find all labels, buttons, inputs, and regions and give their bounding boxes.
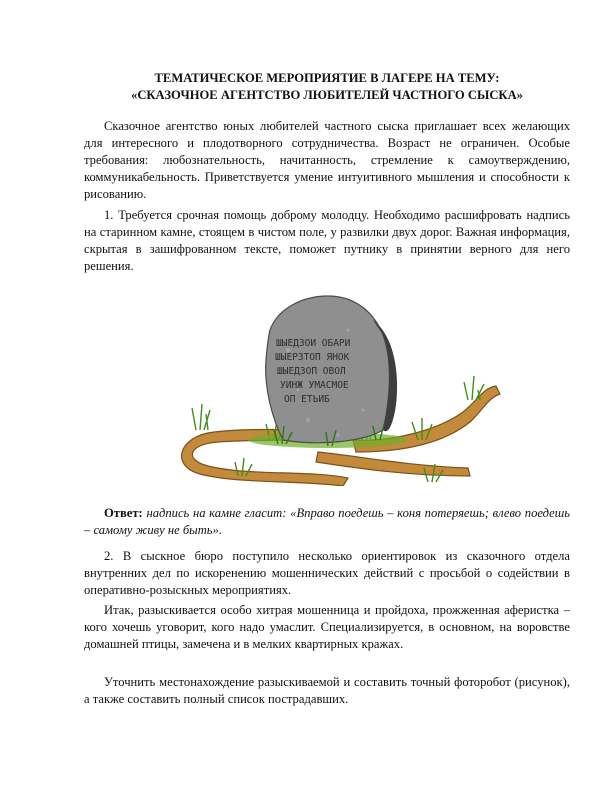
stone-line-4: УИНЖ УМАСМОЕ <box>280 380 349 391</box>
stone-line-5: ОП ЕТЬИБ <box>284 394 330 405</box>
task-1-paragraph: 1. Требуется срочная помощь доброму молодцу. Необходимо расшифровать надпись на старинном камне, стоящем в чистом поле, у развилки двух дорог. Важная информация, скрытая в зашифрованном тексте, поможет путнику в принятии верного для него решения. <box>84 208 570 273</box>
stone-line-2: ШЫЕРЗТОП ЯНОК <box>275 352 350 363</box>
title-line-2: «СКАЗОЧНОЕ АГЕНТСТВО ЛЮБИТЕЛЕЙ ЧАСТНОГО СЫСКА» <box>131 88 523 102</box>
answer-label: Ответ: <box>104 506 143 520</box>
stone-line-3: ШЫЕДЗОП ОВОЛ <box>277 366 346 377</box>
task-2-goal: Уточнить местонахождение разыскиваемой и составить точный фоторобот (рисунок), а также составить полный список пострадавших. <box>84 675 570 706</box>
road-bottom <box>316 452 470 476</box>
intro-paragraph: Сказочное агентство юных любителей частного сыска приглашает всех желающих для интересного и плодотворного сотрудничества. Возраст не ограничен. Особые требования: любознательность, начитанность, стремление к самоутверждению, коммуникабельность. Приветствуется умение интуитивного мышления и способности к рисованию. <box>84 119 570 201</box>
answer-text: надпись на камне гласит: «Вправо поедешь – коня потеряешь; влево поедешь – самому живу не быть». <box>84 506 570 537</box>
stone-illustration <box>178 290 508 486</box>
stone-line-1: ШЫЕДЗОИ ОБАРИ <box>276 338 351 349</box>
document-title <box>84 70 570 104</box>
answer-paragraph <box>84 505 570 539</box>
task-2-description: Итак, разыскивается особо хитрая мошенница и пройдоха, прожженная аферистка – кого хочешь уговорит, кого надо умаслит. Специализируется, в основном, на воровстве домашней птицы, замечена и в мелких квартирных кражах. <box>84 603 570 651</box>
task-2-paragraph: 2. В сыскное бюро поступило несколько ориентировок из сказочного отдела внутренних дел по искоренению мошеннических действий с просьбой о содействии в оперативно-розыскных мероприятиях. <box>84 549 570 597</box>
title-line-1: ТЕМАТИЧЕСКОЕ МЕРОПРИЯТИЕ В ЛАГЕРЕ НА ТЕМУ: <box>154 71 500 85</box>
